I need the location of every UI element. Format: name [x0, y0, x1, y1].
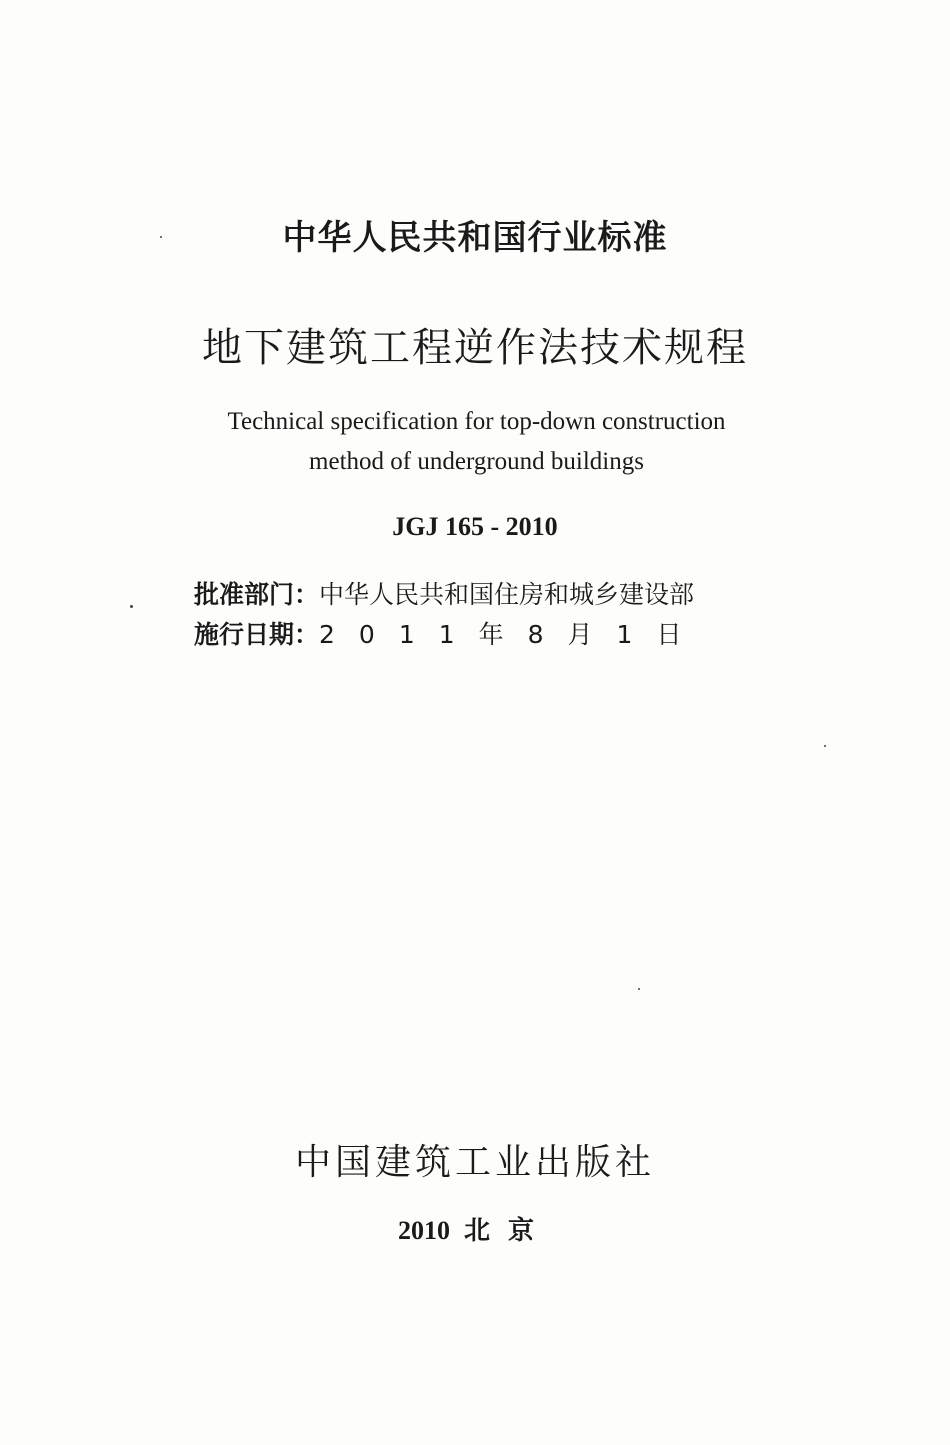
approval-value: 中华人民共和国住房和城乡建设部 — [319, 580, 695, 609]
title-english-line-1: Technical specification for top-down construction — [227, 408, 726, 435]
title-english-line-2: method of underground buildings — [309, 448, 644, 475]
approval-authority — [194, 577, 754, 613]
standard-code: JGJ 165 - 2010 — [392, 512, 558, 541]
effective-date-value: 2011年8月1日 — [319, 620, 706, 649]
effective-date-label: 施行日期： — [194, 620, 320, 649]
title-english — [204, 402, 749, 482]
scan-speck — [824, 745, 826, 747]
standard-category: 中华人民共和国行业标准 — [282, 218, 668, 258]
publication-place — [0, 1214, 950, 1248]
effective-date — [194, 617, 754, 653]
scan-speck — [160, 236, 162, 238]
title-chinese: 地下建筑工程逆作法技术规程 — [202, 325, 748, 371]
publisher-name: 中国建筑工业出版社 — [294, 1142, 655, 1183]
scan-speck — [638, 988, 640, 990]
publication-year: 2010 — [397, 1216, 450, 1245]
scan-speck — [130, 605, 133, 608]
approval-label: 批准部门： — [194, 580, 320, 609]
publication-city: 北京 — [463, 1216, 552, 1246]
